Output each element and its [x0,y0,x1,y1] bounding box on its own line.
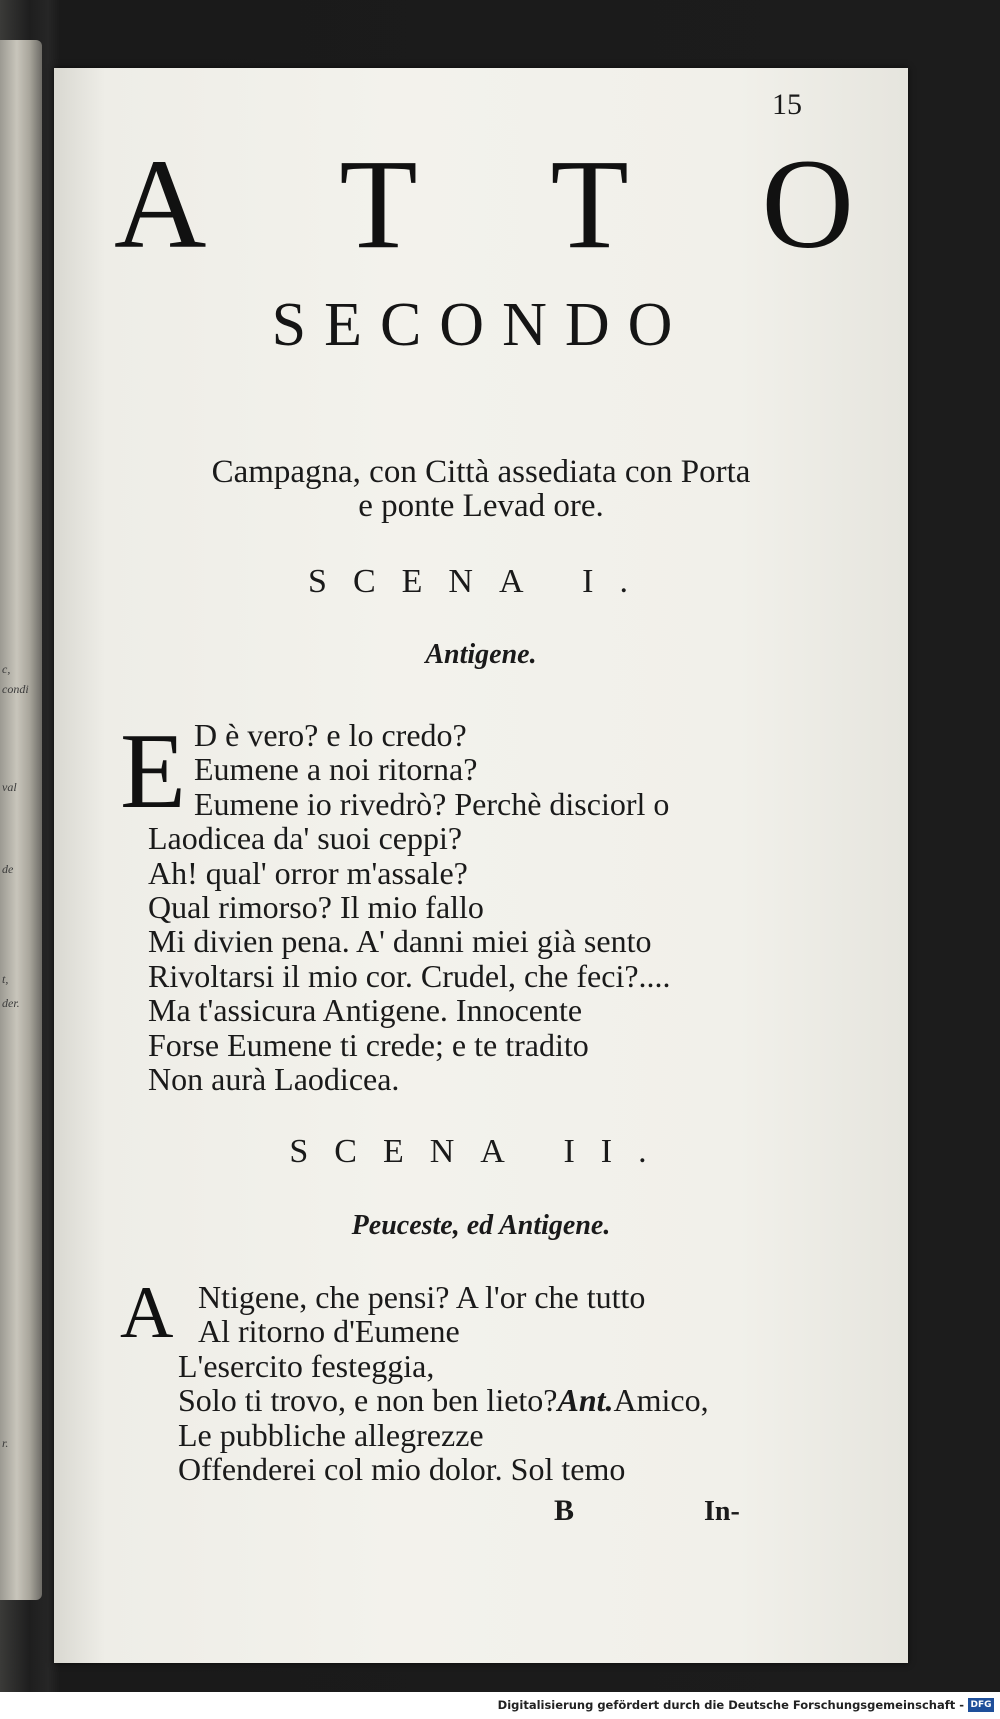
drop-cap: E [120,712,186,831]
verse-line: Eumene a noi ritorna? [194,751,478,788]
verse-line: L'esercito festeggia, [178,1347,435,1384]
verse-line: Laodicea da' suoi ceppi? [148,820,463,857]
verse-line: Al ritorno d'Eumene [198,1313,460,1350]
page-number: 15 [772,88,802,121]
book-page [54,68,908,1663]
act-title-letter: T [550,133,629,275]
act-title-letter: T [339,133,418,275]
verse-line: Qual rimorso? Il mio fallo [148,888,484,925]
speaker-label: Ant. [557,1382,614,1419]
prev-page-fragment: r. [2,1436,9,1450]
verse-line: Forse Eumene ti crede; e te tradito [148,1026,589,1063]
dfg-logo-icon: DFG [968,1698,994,1712]
setting-line: Campagna, con Città assediata con Porta [211,454,751,490]
verse-text: Solo ti trovo, e non ben lieto? [178,1382,558,1419]
verse-block [158,1280,709,1486]
verse-line: Le pubbliche allegrezze [178,1416,484,1453]
scene-heading: SCENA I. [308,563,654,600]
previous-page-edge [0,40,42,1600]
act-title [114,133,854,275]
scene-characters: Antigene. [425,639,537,670]
signature-mark: B [554,1494,575,1527]
prev-page-fragment: condi [2,682,29,696]
prev-page-fragment: der. [2,996,20,1010]
scene-characters: Peuceste, ed Antigene. [351,1210,611,1241]
act-title-letter: A [114,133,207,275]
footer-bar [0,1692,1000,1719]
verse-line: Ah! qual' orror m'assale? [148,854,468,891]
setting-line: e ponte Levad ore. [358,488,604,524]
verse-line: Ma t'assicura Antigene. Innocente [148,992,583,1029]
act-title-letter: O [761,133,854,275]
verse-line: Rivoltarsi il mio cor. Crudel, che feci?.... [148,957,671,994]
prev-page-fragment: de [2,862,14,876]
verse-line [158,1383,709,1417]
verse-line: Ntigene, che pensi? A l'or che tutto [198,1279,646,1315]
verse-text: Amico, [613,1382,709,1419]
verse-line: Non aurà Laodicea. [148,1060,400,1097]
scene-heading: SCENA II. [289,1133,673,1170]
prev-page-fragment: t, [2,972,9,986]
prev-page-fragment: c, [2,662,11,676]
funding-credit: Digitalisierung gefördert durch die Deutsche Forschungsgemeinschaft - [497,1698,964,1712]
verse-block [148,718,671,1096]
drop-cap: A [120,1272,174,1354]
verse-line: Offenderei col mio dolor. Sol temo [178,1450,626,1487]
act-subtitle: SECONDO [271,291,691,359]
catchword: In- [704,1496,740,1527]
verse-line: Mi divien pena. A' danni miei già sento [148,923,652,960]
prev-page-fragment: val [2,780,17,794]
verse-line: D è vero? e lo credo? [194,717,467,753]
verse-line: Eumene io rivedrò? Perchè disciorl o [194,785,670,822]
